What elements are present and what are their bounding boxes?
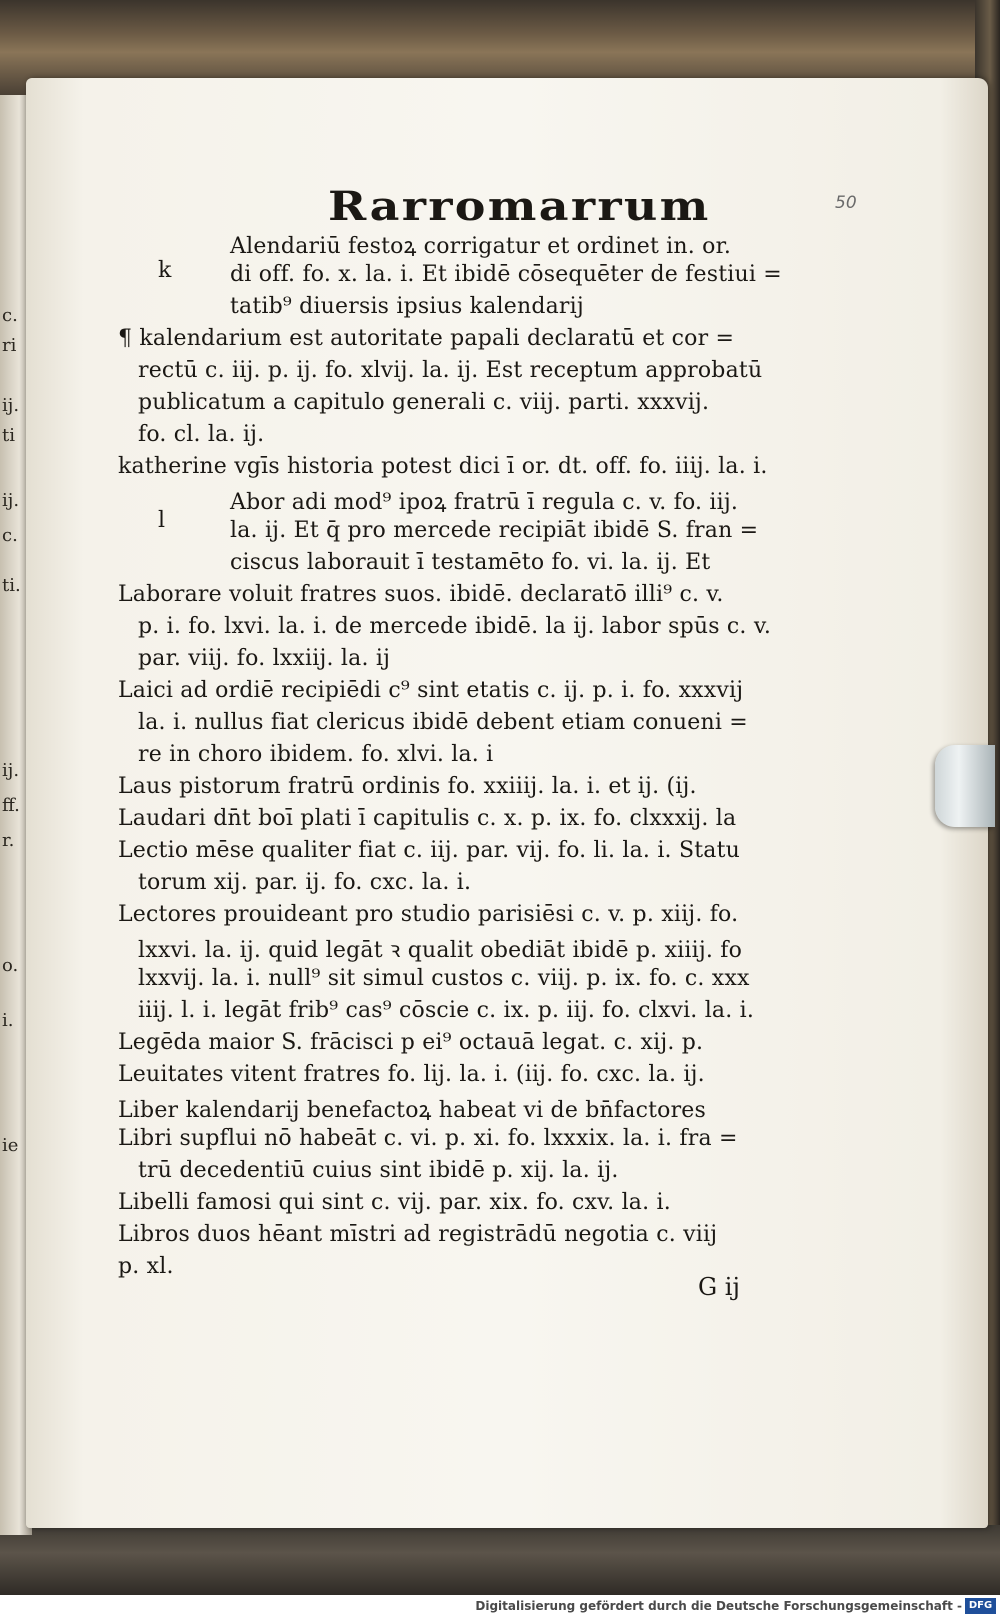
text-line: Abor adi mod⁹ ipoꝝ fratrū ī regula c. v. fo. iij. — [230, 490, 739, 515]
facing-page-fragment: i. — [2, 1010, 14, 1031]
text-line: Liber kalendarij benefactoꝝ habeat vi de bn̄factores — [118, 1098, 706, 1123]
text-line: rectū c. iij. p. ij. fo. xlvij. la. ij. Est receptum approbatū — [138, 358, 763, 383]
text-line: Lectores prouideant pro studio parisiēsi c. v. p. xiij. fo. — [118, 902, 739, 927]
facing-page-fragment: ri — [2, 335, 17, 356]
facing-page-fragment: ij. — [2, 395, 20, 416]
facing-page-fragment: ti — [2, 425, 15, 446]
text-line: di off. fo. x. la. i. Et ibidē cōsequēter de festiui = — [230, 262, 782, 287]
page-heading: Rarromarrum — [328, 183, 711, 230]
text-line: trū decedentiū cuius sint ibidē p. xij. la. ij. — [138, 1158, 619, 1183]
text-line: tatib⁹ diuersis ipsius kalendarij — [230, 294, 584, 319]
text-line: p. xl. — [118, 1254, 174, 1279]
footer-bar — [0, 1595, 1000, 1619]
text-line: Laborare voluit fratres suos. ibidē. declaratō illi⁹ c. v. — [118, 582, 724, 607]
text-line: Legēda maior S. frācisci p ei⁹ octauā legat. c. xij. p. — [118, 1030, 704, 1055]
text-line: Laudari dn̄t boī plati ī capitulis c. x. p. ix. fo. clxxxij. la — [118, 806, 737, 831]
text-line: Lectio mēse qualiter fiat c. iij. par. vij. fo. li. la. i. Statu — [118, 838, 740, 863]
text-line: Leuitates vitent fratres fo. lij. la. i. (iij. fo. cxc. la. ij. — [118, 1062, 705, 1087]
folio-number: 50 — [835, 193, 857, 213]
text-line: torum xij. par. ij. fo. cxc. la. i. — [138, 870, 472, 895]
text-line: katherine vgīs historia potest dici ī or. dt. off. fo. iiij. la. i. — [118, 454, 768, 479]
text-line: re in choro ibidem. fo. xlvi. la. i — [138, 742, 494, 767]
text-line: lxxvi. la. ij. quid legāt ꝛ qualit obediāt ibidē p. xiiij. fo — [138, 938, 743, 963]
margin-letter-l: l — [158, 508, 166, 533]
margin-letter-k: k — [158, 258, 172, 283]
text-line: Libelli famosi qui sint c. vij. par. xix. fo. cxv. la. i. — [118, 1190, 671, 1215]
text-line: fo. cl. la. ij. — [138, 422, 265, 447]
facing-page-fragment: c. — [2, 305, 18, 326]
text-line: la. i. nullus fiat clericus ibidē debent etiam conueni = — [138, 710, 748, 735]
footer-credit: Digitalisierung gefördert durch die Deutsche Forschungsgemeinschaft - — [475, 1599, 962, 1613]
text-line: publicatum a capitulo generali c. viij. parti. xxxvij. — [138, 390, 710, 415]
facing-page-fragment: c. — [2, 525, 18, 546]
text-line: p. i. fo. lxvi. la. i. de mercede ibidē. la ij. labor spūs c. v. — [138, 614, 772, 639]
facing-page-fragment: ie — [2, 1135, 19, 1156]
facing-page-fragment: o. — [2, 955, 19, 976]
page-clip — [935, 745, 995, 827]
text-line: la. ij. Et q̄ pro mercede recipiāt ibidē S. fran = — [230, 518, 759, 543]
facing-page-fragment: ij. — [2, 760, 20, 781]
facing-page-fragment: ij. — [2, 490, 20, 511]
text-line: ciscus laborauit ī testamēto fo. vi. la. ij. Et — [230, 550, 711, 575]
dfg-logo[interactable]: DFG — [965, 1598, 996, 1614]
text-line: Alendariū festoꝝ corrigatur et ordinet in. or. — [230, 234, 732, 259]
facing-page-fragment: ff. — [2, 795, 20, 816]
signature-mark: G ij — [698, 1273, 740, 1301]
text-line: Libri supflui nō habeāt c. vi. p. xi. fo. lxxxix. la. i. fra = — [118, 1126, 738, 1151]
book-cover-bottom — [0, 1525, 1000, 1595]
facing-page-fragment: r. — [2, 830, 15, 851]
text-line: Laici ad ordiē recipiēdi c⁹ sint etatis c. ij. p. i. fo. xxxvij — [118, 678, 744, 703]
facing-page-fragment: ti. — [2, 575, 21, 596]
text-line: Laus pistorum fratrū ordinis fo. xxiiij. la. i. et ij. (ij. — [118, 774, 697, 799]
text-line: lxxvij. la. i. null⁹ sit simul custos c. viij. p. ix. fo. c. xxx — [138, 966, 750, 991]
text-line: ¶ kalendarium est autoritate papali declaratū et cor = — [118, 326, 735, 351]
text-line: iiij. l. i. legāt frib⁹ cas⁹ cōscie c. ix. p. iij. fo. clxvi. la. i. — [138, 998, 755, 1023]
text-line: par. viij. fo. lxxiij. la. ij — [138, 646, 391, 671]
text-line: Libros duos hēant mīstri ad registrādū negotia c. viij — [118, 1222, 718, 1247]
